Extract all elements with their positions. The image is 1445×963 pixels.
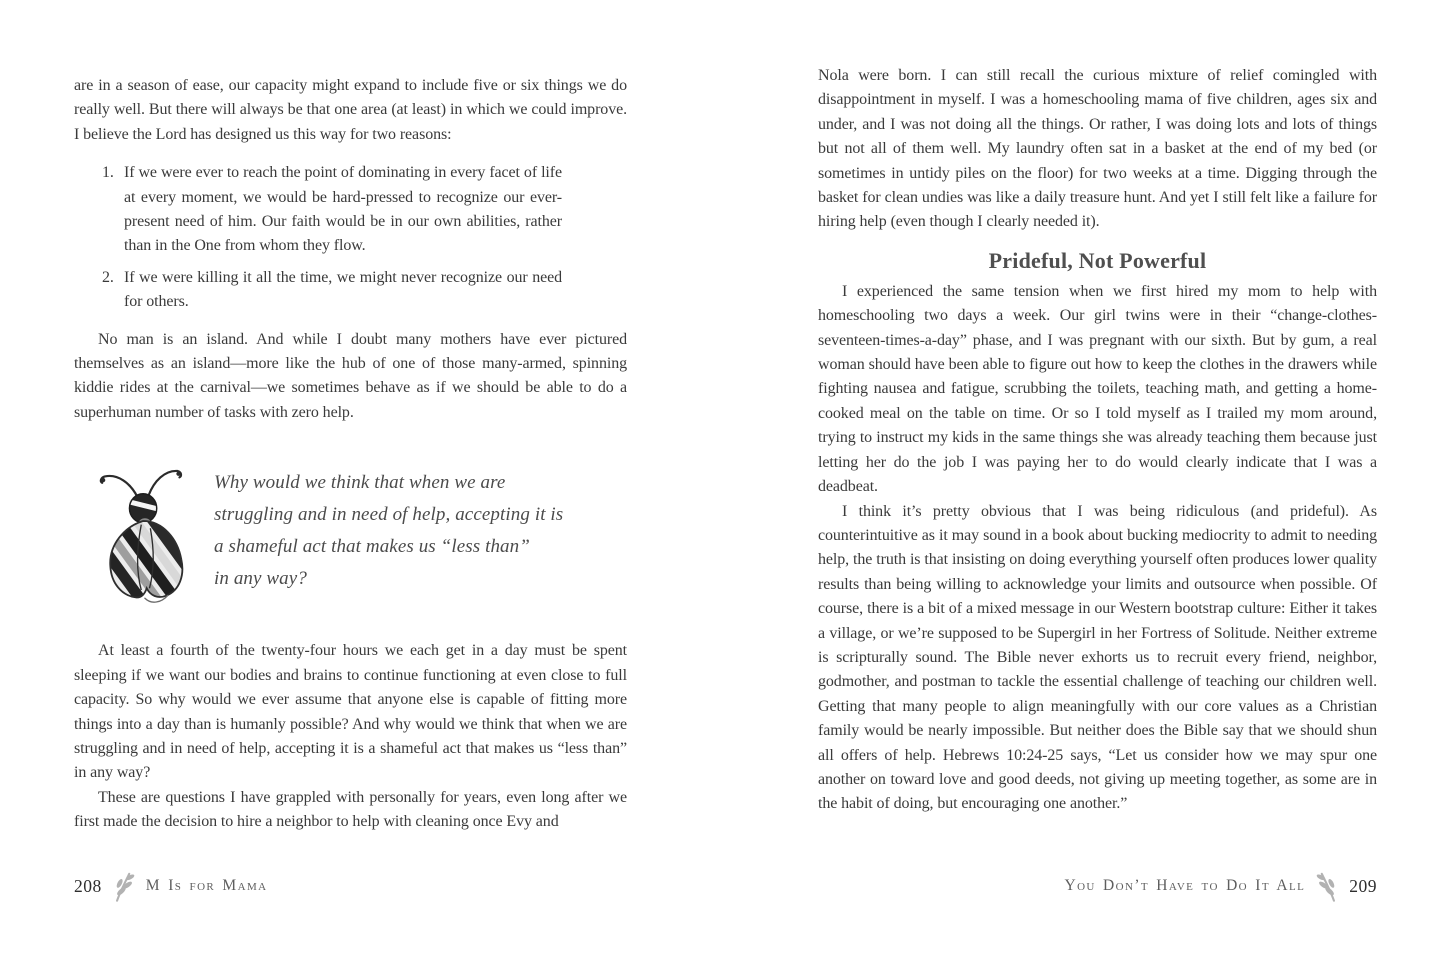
footer-right [1065, 868, 1378, 904]
paragraph-ridiculous: I think it’s pretty obvious that I was being ridiculous (and prideful). As counterintuitive as it may sound in a book about bucking mediocrity to admit to needing help, the truth is that insisting on doing everything yourself often produces lower quality results than being willing to acknowledge your limits and outsource when possible. Of course, there is a bit of a mixed message in our Western bootstrap culture: Either it takes a village, or we’re supposed to be Supergirl in her Fortress of Solitude. Neither extreme is scripturally sound. The Bible never exhorts us to recruit every friend, neighbor, godmother, and postman to tackle the essential challenge of teaching our children well. Getting that many people to align meaningfully with our core values as a Christian family would be nearly impossible. But neither does the Bible say that we should shun all offers of help. Hebrews 10:24-25 says, “Let us consider how we may spur one another on toward love and good deeds, not giving up meeting together, as some are in the habit of doing, but encouraging one another.” [818, 502, 1377, 813]
list-item-2-text: If we were killing it all the time, we might never recognize our need for others. [124, 268, 562, 311]
paragraph-continuation-right: Nola were born. I can still recall the curious mixture of relief comingled with disappointment in myself. I was a homeschooling mama of five children, ages six and under, and I was not doing all the things. Or rather, I was doing lots and lots of things but not all of them well. My laundry often sat in a basket at the end of my bed (or sometimes in untidy piles on the floor) for two weeks at a time. Digging through the basket for clean undies was like a daily treasure hunt. And yet I still felt like a failure for hiring help (even though I clearly needed it). [818, 67, 1377, 231]
page-number-right: 209 [1349, 875, 1377, 896]
paragraph-fourth: At least a fourth of the twenty-four hours we each get in a day must be spent sleeping if we want our bodies and brains to continue functioning at even close to full capacity. So why would we ever assume that anyone else is capable of fitting more things into a day than is humanly possible? And why would we think that when we are struggling and in need of help, accepting it is a shameful act that makes us “less than” in any way? [74, 642, 627, 782]
pull-quote-line-4: in any way? [214, 568, 307, 590]
page-right [818, 64, 1377, 817]
pull-quote-line-1: Why would we think that when we are [214, 472, 506, 494]
list-item-2-marker: 2. [102, 268, 114, 286]
page-number-left: 208 [74, 875, 102, 896]
paragraph-questions: These are questions I have grappled with personally for years, even long after we first made the decision to hire a neighbor to help with cleaning once Evy and [74, 788, 627, 831]
pull-quote [74, 459, 627, 611]
leaf-sprig-icon [111, 869, 137, 903]
paragraph-continuation-left: are in a season of ease, our capacity might expand to include five or six things we do really well. But there will always be that one area (at least) in which we could improve. I believe the Lord has designed us this way for two reasons: [74, 77, 627, 143]
pull-quote-line-2: struggling and in need of help, accepting it is [214, 504, 564, 526]
running-title-right: You Don’t Have to Do It All [1064, 877, 1306, 894]
list-item-1-text: If we were ever to reach the point of dominating in every facet of life at every moment, we would be hard-pressed to recognize our ever-present need of him. Our faith would be in our own abilities, rather than in the One from whom they flow. [124, 164, 562, 255]
bee-illustration-icon [94, 461, 194, 609]
running-title-left: M Is for Mama [145, 877, 268, 894]
footer-left [74, 868, 268, 904]
numbered-list [74, 161, 627, 314]
section-heading: Prideful, Not Powerful [988, 247, 1207, 273]
pull-quote-text [214, 459, 627, 595]
paragraph-island: No man is an island. And while I doubt many mothers have ever pictured themselves as an island—more like the hub of one of those many-armed, spinning kiddie rides at the carnival—we sometimes behave as if we should be able to do a superhuman number of tasks with zero help. [74, 330, 627, 421]
list-item-2 [102, 266, 562, 315]
list-item-1-marker: 1. [102, 164, 114, 182]
paragraph-tension: I experienced the same tension when we first hired my mom to help with homeschooling two days a week. Our girl twins were in their “change-clothes-seventeen-times-a-day” phase, and I was pregnant with our sixth. But by gum, a real woman should have been able to figure out how to keep the clothes in the drawers while fighting nausea and fatigue, scrubbing the toilets, teaching math, and getting a home-cooked meal on the table on time. Or so I told myself as I trailed my mom around, trying to instruct my kids in the same things she was already teaching them because just letting her do the job I was paying her to do would clearly indicate that I was a deadbeat. [818, 282, 1377, 496]
page-left [74, 74, 627, 835]
leaf-sprig-icon [1314, 869, 1340, 903]
list-item-1 [102, 161, 562, 259]
pull-quote-line-3: a shameful act that makes us “less than” [214, 536, 530, 558]
